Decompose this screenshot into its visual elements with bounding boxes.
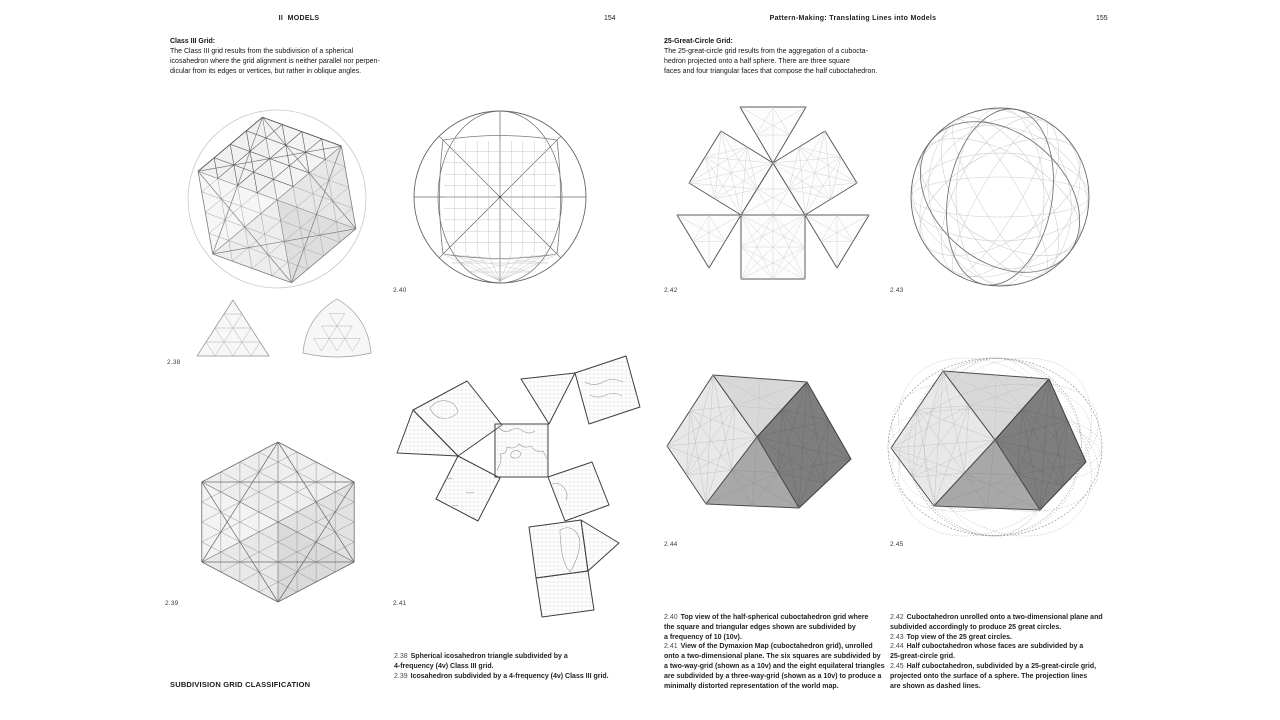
figure-label-2-38: 2.38 bbox=[167, 359, 181, 366]
figure-2-38 bbox=[188, 110, 371, 357]
caption-text: a frequency of 10 (10v). bbox=[664, 633, 742, 641]
caption-text: minimally distorted representation of the world map. bbox=[664, 682, 839, 690]
caption-line bbox=[890, 633, 1103, 643]
figure-2-42 bbox=[677, 107, 869, 279]
caption-number: 2.38 bbox=[394, 653, 408, 660]
caption-text: View of the Dymaxion Map (cuboctahedron grid), unrolled bbox=[680, 643, 873, 651]
caption-text: onto a two-dimensional plane. The six squares are subdivided by bbox=[664, 653, 881, 661]
caption-line bbox=[664, 623, 885, 633]
intro-block-left bbox=[170, 37, 380, 77]
figure-label-2-45: 2.45 bbox=[890, 541, 904, 548]
figure-label-2-40: 2.40 bbox=[393, 287, 407, 294]
caption-text: 4-frequency (4v) Class III grid. bbox=[394, 662, 494, 670]
intro-line: The 25-great-circle grid results from the aggregation of a cubocta- bbox=[664, 48, 868, 55]
figure-2-43 bbox=[888, 85, 1113, 310]
caption-text: are shown as dashed lines. bbox=[890, 682, 981, 690]
intro-block-right bbox=[664, 37, 877, 77]
intro-line: The Class III grid results from the subdivision of a spherical bbox=[170, 48, 354, 55]
figure-2-44 bbox=[667, 375, 851, 508]
caption-number: 2.43 bbox=[890, 633, 904, 641]
caption-number: 2.39 bbox=[394, 672, 408, 680]
caption-line bbox=[890, 652, 1103, 662]
figure-2-40 bbox=[414, 111, 586, 283]
caption-line bbox=[890, 623, 1103, 633]
figure-2-39 bbox=[202, 442, 354, 602]
figure-label-2-42: 2.42 bbox=[664, 287, 678, 294]
caption-line bbox=[890, 613, 1103, 623]
caption-line bbox=[664, 672, 885, 682]
figure-2-45 bbox=[864, 321, 1126, 573]
caption-line bbox=[394, 652, 609, 662]
intro-line: icosahedron where the grid alignment is neither parallel nor perpen- bbox=[170, 58, 380, 65]
figure-label-2-43: 2.43 bbox=[890, 287, 904, 294]
figure-label-2-41: 2.41 bbox=[393, 600, 407, 607]
caption-line bbox=[394, 662, 609, 672]
caption-text: Half cuboctahedron, subdivided by a 25-great-circle grid, bbox=[906, 662, 1097, 670]
caption-text: subdivided accordingly to produce 25 great circles. bbox=[890, 623, 1062, 631]
caption-line bbox=[890, 662, 1103, 672]
caption-text: projected onto the surface of a sphere. The projection lines bbox=[890, 672, 1088, 680]
caption-line bbox=[890, 642, 1103, 652]
caption-text: Cuboctahedron unrolled onto a two-dimensional plane and bbox=[906, 614, 1103, 621]
captions-left bbox=[394, 652, 609, 681]
caption-text: Top view of the 25 great circles. bbox=[906, 633, 1012, 641]
caption-number: 2.42 bbox=[890, 614, 904, 621]
page-number-right: 155 bbox=[1096, 15, 1108, 22]
caption-line bbox=[664, 662, 885, 672]
caption-text: Half cuboctahedron whose faces are subdivided by a bbox=[906, 643, 1084, 651]
caption-line bbox=[664, 652, 885, 662]
caption-number: 2.44 bbox=[890, 643, 904, 651]
caption-text: a two-way-grid (shown as a 10v) and the eight equilateral triangles bbox=[664, 662, 885, 670]
caption-text: are subdivided by a three-way-grid (shown as a 10v) to produce a bbox=[664, 672, 882, 680]
figure-label-2-44: 2.44 bbox=[664, 541, 678, 548]
caption-number: 2.40 bbox=[664, 614, 678, 621]
caption-text: Spherical icosahedron triangle subdivided by a bbox=[410, 653, 568, 660]
caption-text: Icosahedron subdivided by a 4-frequency (4v) Class III grid. bbox=[410, 672, 609, 680]
caption-text: 25-great-circle grid. bbox=[890, 653, 955, 661]
caption-line bbox=[664, 642, 885, 652]
intro-line: faces and four triangular faces that compose the half cuboctahedron. bbox=[664, 68, 878, 75]
caption-line bbox=[890, 682, 1103, 692]
section-footer: SUBDIVISION GRID CLASSIFICATION bbox=[170, 680, 311, 689]
figure-label-2-39: 2.39 bbox=[165, 600, 179, 607]
intro-line: hedron projected onto a half sphere. There are three square bbox=[664, 58, 850, 65]
caption-number: 2.41 bbox=[664, 643, 678, 651]
caption-line bbox=[664, 633, 885, 643]
caption-text: the square and triangular edges shown are subdivided by bbox=[664, 623, 856, 631]
caption-line bbox=[664, 682, 885, 692]
running-header-right: Pattern-Making: Translating Lines into Models bbox=[769, 15, 937, 22]
intro-heading-left: Class III Grid: bbox=[170, 38, 216, 45]
intro-heading-right: 25-Great-Circle Grid: bbox=[664, 38, 733, 45]
intro-line: dicular from its edges or vertices, but rather in oblique angles. bbox=[170, 68, 362, 75]
figure-2-41 bbox=[397, 356, 640, 617]
caption-line bbox=[890, 672, 1103, 682]
captions-right-col1 bbox=[664, 613, 885, 691]
caption-line bbox=[664, 613, 885, 623]
caption-number: 2.45 bbox=[890, 662, 904, 670]
captions-right-col2 bbox=[890, 613, 1103, 691]
caption-text: Top view of the half-spherical cuboctahedron grid where bbox=[680, 614, 869, 621]
running-header-left: II MODELS bbox=[278, 15, 320, 22]
caption-line bbox=[394, 672, 609, 682]
page-number-left: 154 bbox=[604, 15, 616, 22]
